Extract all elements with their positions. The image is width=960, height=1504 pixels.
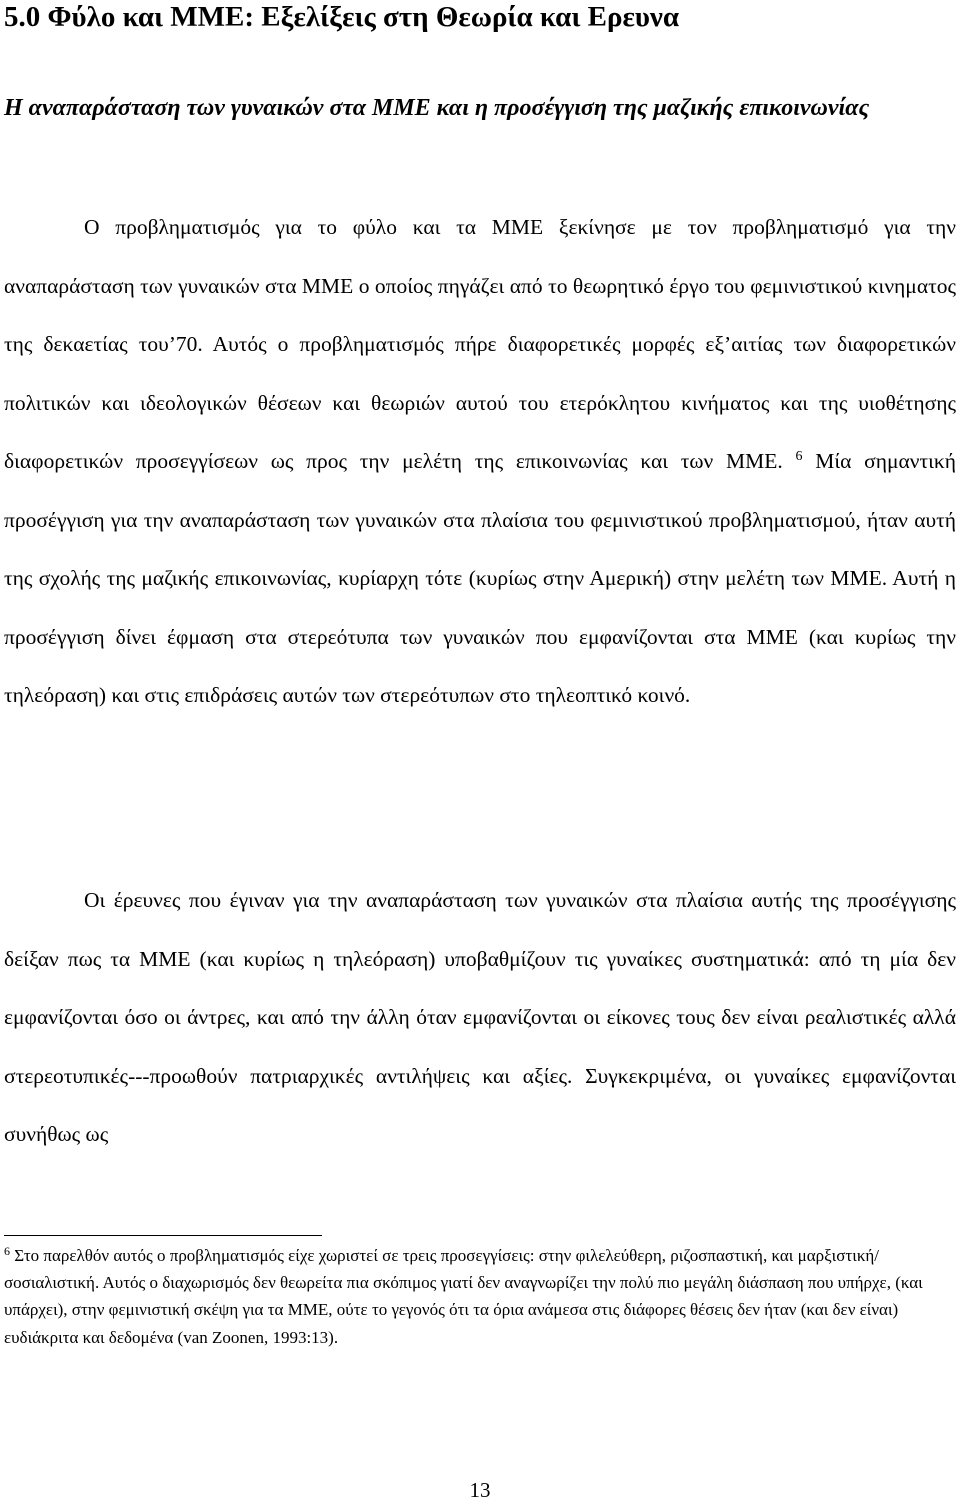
- footnote-reference[interactable]: 6: [795, 449, 803, 464]
- paragraph-1-continuation: Μία σημαντική προσέγγιση για την αναπαράσταση των γυναικών στα πλαίσια του φεμινιστικού προβληματισμού, ήταν αυτή της σχολής της μαζικής επικοινωνίας, κυρίαρχη τότε (κυρίως στην Αμερική) στην μελέτη των ΜΜΕ. Αυτή η προσέγγιση δίνει έφμαση στα στερεότυπα των γυναικών που εμφανίζονται στα ΜΜΕ (και κυρίως την τηλεόραση) και στις επιδράσεις αυτών των στερεότυπων στο τηλεοπτικό κοινό.: [4, 449, 957, 707]
- footnote-marker: 6: [4, 1244, 10, 1258]
- page-number: 13: [469, 1478, 491, 1502]
- chapter-heading: 5.0 Φύλο και ΜΜΕ: Εξελίξεις στη Θεωρία και Ερευνα: [4, 1, 680, 33]
- footnote-separator: [4, 1235, 322, 1236]
- body-paragraph-2: Οι έρευνες που έγιναν για την αναπαράσταση των γυναικών στα πλαίσια αυτής της προσέγγισης δείξαν πως τα ΜΜΕ (και κυρίως η τηλεόραση) υποβαθμίζουν τις γυναίκες συστηματικά: από τη μία δεν εμφανίζονται όσο οι άντρες, και από την άλλη όταν εμφανίζονται οι είκονες τους δεν είναι ρεαλιστικές αλλά στερεοτυπικές---προωθούν πατριαρχικές αντιλήψεις και αξίες. Συγκεκριμένα, οι γυναίκες εμφανίζονται συνήθως ως: [4, 888, 956, 1146]
- footnote: [4, 1242, 956, 1351]
- footnote-text: Στο παρελθόν αυτός ο προβληματισμός είχε χωριστεί σε τρεις προσεγγίσεις: στην φιλελεύθερη, ριζοσπαστική, και μαρξιστική/σοσιαλιστική. Αυτός ο διαχωρισμός δεν θεωρείτα πια σκόπιμος γιατί δεν αναγνωρίζει την πολύ πιο μεγάλη διάσπαση που υπήρχε, (και υπάρχει), στην φεμινιστική σκέψη για τα ΜΜΕ, ούτε το γεγονός ότι τα όρια ανάμεσα στις διάφορες θέσεις δεν ήταν (και δεν είναι) ευδιάκριτα και δεδομένα (van Zoonen, 1993:13).: [4, 1246, 923, 1347]
- paragraph-1-text: Ο προβληματισμός για το φύλο και τα ΜΜΕ ξεκίνησε με τον προβληματισμό για την αναπαράσταση των γυναικών στα ΜΜΕ ο οποίος πηγάζει από το θεωρητικό έργο του φεμινιστικού κινηματος της δεκαετίας του’70. Αυτός ο προβληματισμός πήρε διαφορετικές μορφές εξ’αιτίας των διαφορετικών πολιτικών και ιδεολογικών θέσεων και θεωριών αυτού του ετερόκλητου κινήματος και της υιοθέτησης διαφορετικών προσεγγίσεων ως προς την μελέτη της επικοινωνίας και των ΜΜΕ.: [4, 215, 956, 473]
- body-paragraph-1: [4, 198, 956, 725]
- section-heading: Η αναπαράσταση των γυναικών στα ΜΜΕ και η προσέγγιση της μαζικής επικοινωνίας: [4, 95, 870, 121]
